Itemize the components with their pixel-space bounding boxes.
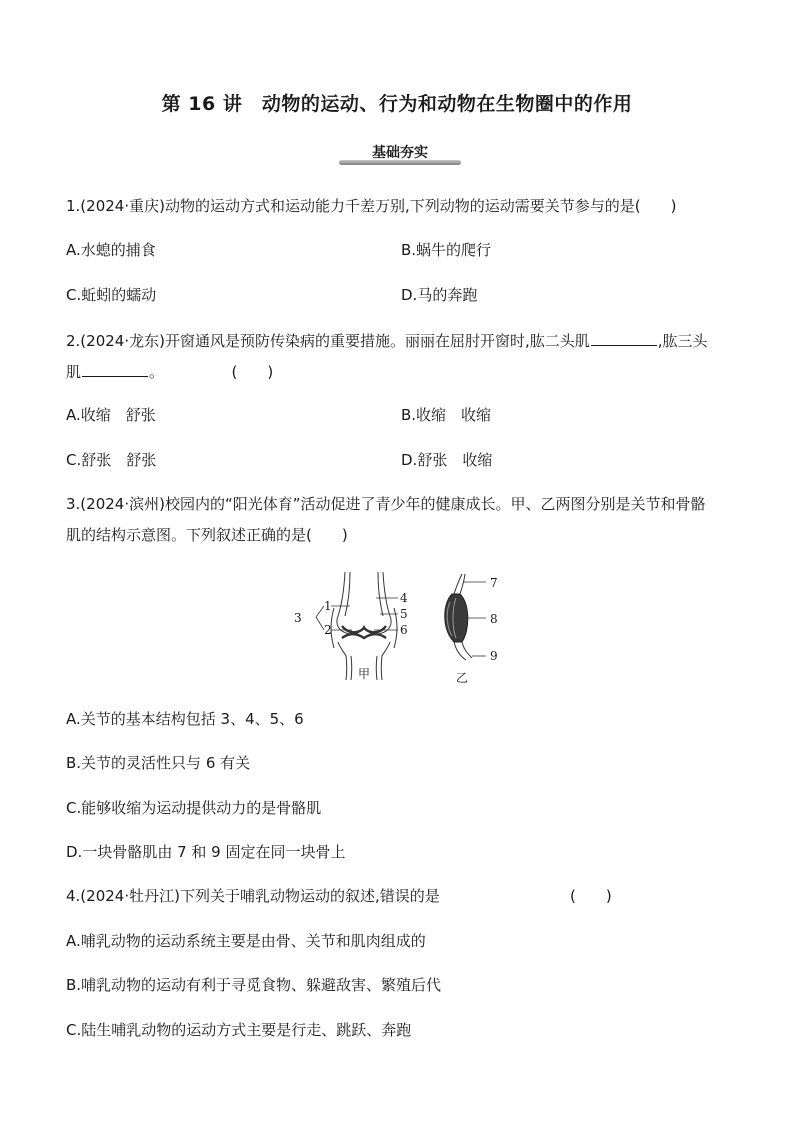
- q3-stem-line2: 肌的结构示意图。下列叙述正确的是( ): [66, 526, 348, 544]
- q2-stem-line1-text-b: ,肱三头: [657, 332, 708, 350]
- q2-option-c: C.舒张 舒张: [66, 451, 157, 469]
- q1-option-c: C.蚯蚓的蠕动: [66, 286, 157, 304]
- q3-option-d: D.一块骨骼肌由 7 和 9 固定在同一块骨上: [66, 843, 346, 861]
- figure-caption-yi: 乙: [456, 671, 469, 685]
- q1-option-a: A.水螅的捕食: [66, 241, 156, 259]
- section-heading: [339, 145, 461, 165]
- figure-label-7: 7: [490, 576, 498, 590]
- joint-diagram: [331, 572, 397, 680]
- q4-answer-paren: ( ): [570, 887, 612, 905]
- figure-label-2: 2: [324, 623, 332, 637]
- q3-stem-line1: 3.(2024·滨州)校园内的“阳光体育”活动促进了青少年的健康成长。甲、乙两图分别是关节和骨骼: [66, 495, 706, 513]
- q2-blank-1: [591, 330, 657, 346]
- q4-option-c: C.陆生哺乳动物的运动方式主要是行走、跳跃、奔跑: [66, 1021, 412, 1039]
- page-title: 第 16 讲 动物的运动、行为和动物在生物圈中的作用: [161, 93, 633, 115]
- q1-option-d: D.马的奔跑: [401, 286, 478, 304]
- q2-stem-line1: [66, 330, 708, 351]
- q1-stem: 1.(2024·重庆)动物的运动方式和运动能力千差万别,下列动物的运动需要关节参与的是( ): [66, 197, 677, 215]
- figure-caption-jia: 甲: [358, 667, 371, 681]
- q4-option-b: B.哺乳动物的运动有利于寻觅食物、躲避敌害、繁殖后代: [66, 976, 442, 994]
- q1-option-b: B.蜗牛的爬行: [401, 241, 492, 259]
- figure-label-4: 4: [400, 591, 408, 605]
- q2-stem-line1-text-a: 2.(2024·龙东)开窗通风是预防传染病的重要措施。丽丽在屈肘开窗时,肱二头肌: [66, 332, 590, 350]
- q2-option-d: D.舒张 收缩: [401, 451, 493, 469]
- q4-stem: 4.(2024·牡丹江)下列关于哺乳动物运动的叙述,错误的是: [66, 887, 440, 905]
- q3-option-a: A.关节的基本结构包括 3、4、5、6: [66, 710, 304, 728]
- q2-stem-line2: [66, 361, 273, 382]
- q2-option-a: A.收缩 舒张: [66, 406, 156, 424]
- figure-label-6: 6: [400, 623, 408, 637]
- q4-option-a: A.哺乳动物的运动系统主要是由骨、关节和肌肉组成的: [66, 932, 426, 950]
- figure-label-8: 8: [490, 612, 498, 626]
- muscle-diagram: [445, 574, 472, 660]
- figure-label-9: 9: [490, 649, 498, 663]
- q2-option-b: B.收缩 收缩: [401, 406, 492, 424]
- q3-option-c: C.能够收缩为运动提供动力的是骨骼肌: [66, 799, 322, 817]
- q3-option-b: B.关节的灵活性只与 6 有关: [66, 754, 251, 772]
- joint-muscle-figure: [290, 568, 510, 690]
- figure-label-3: 3: [294, 611, 302, 625]
- section-label: 基础夯实: [372, 145, 428, 161]
- q2-stem-line2-text-b: 。 ( ): [149, 363, 274, 381]
- q2-blank-2: [82, 361, 148, 377]
- figure-label-5: 5: [400, 607, 408, 621]
- figure-label-1: 1: [324, 599, 332, 613]
- q2-stem-line2-text-a: 肌: [66, 363, 82, 381]
